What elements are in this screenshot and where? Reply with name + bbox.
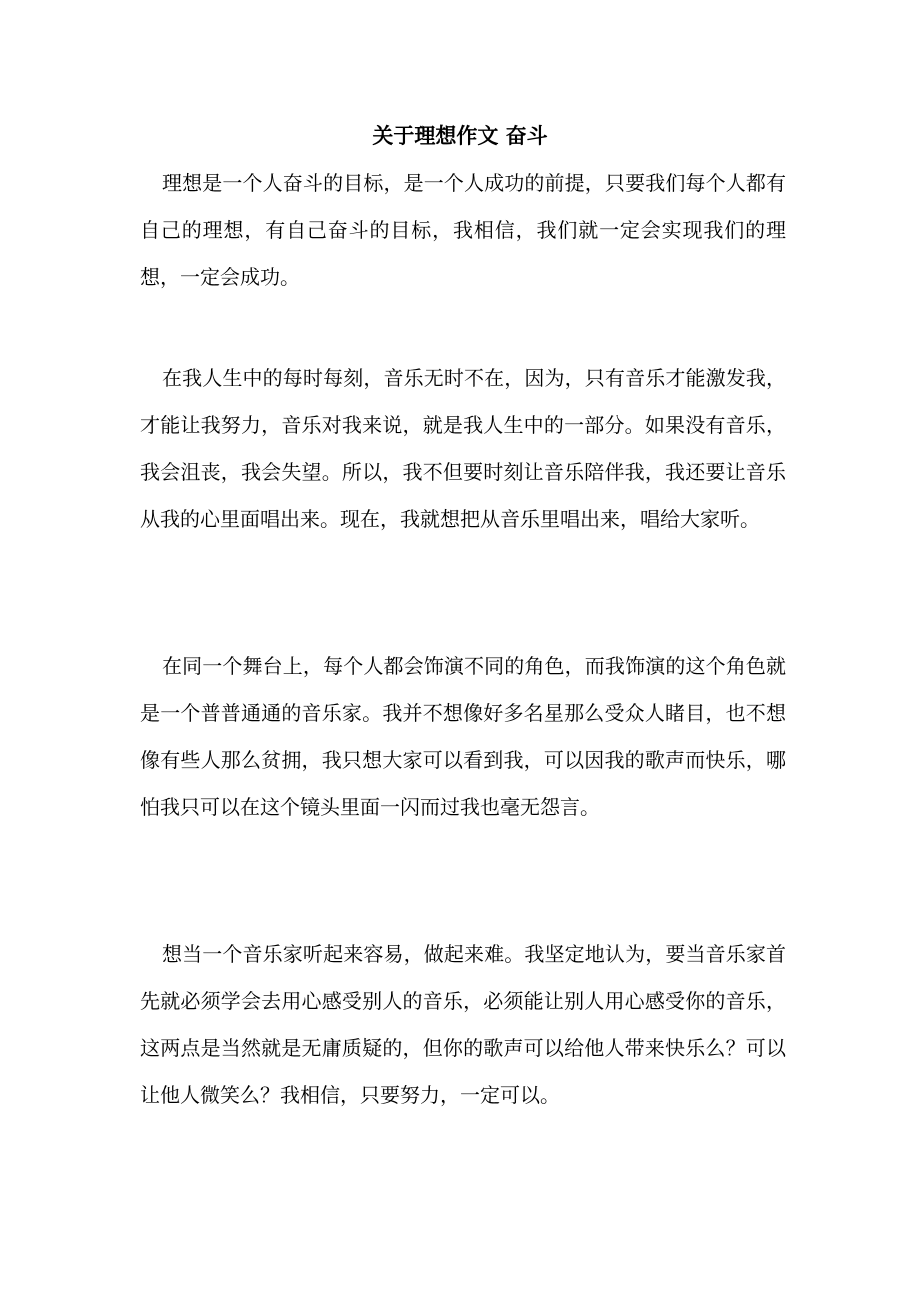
paragraph-3: 在同一个舞台上，每个人都会饰演不同的角色，而我饰演的这个角色就是一个普普通通的音乐家。我并不想像好多名星那么受众人睹目，也不想像有些人那么贫拥，我只想大家可以看到我，可以因我的歌声而快乐，哪怕我只可以在这个镜头里面一闪而过我也毫无怨言。 (140, 654, 786, 819)
paragraph-2: 在我人生中的每时每刻，音乐无时不在，因为，只有音乐才能激发我，才能让我努力，音乐对我来说，就是我人生中的一部分。如果没有音乐，我会沮丧，我会失望。所以，我不但要时刻让音乐陪伴我，我还要让音乐从我的心里面唱出来。现在，我就想把从音乐里唱出来，唱给大家听。 (140, 366, 786, 531)
paragraph-1: 理想是一个人奋斗的目标，是一个人成功的前提，只要我们每个人都有自己的理想，有自己奋斗的目标，我相信，我们就一定会实现我们的理想，一定会成功。 (140, 171, 786, 289)
paragraph-4: 想当一个音乐家听起来容易，做起来难。我坚定地认为，要当音乐家首先就必须学会去用心感受别人的音乐，必须能让别人用心感受你的音乐，这两点是当然就是无庸质疑的，但你的歌声可以给他人带来快乐么？可以让他人微笑么？我相信，只要努力，一定可以。 (140, 942, 786, 1107)
page-title: 关于理想作文 奋斗 (372, 123, 548, 148)
